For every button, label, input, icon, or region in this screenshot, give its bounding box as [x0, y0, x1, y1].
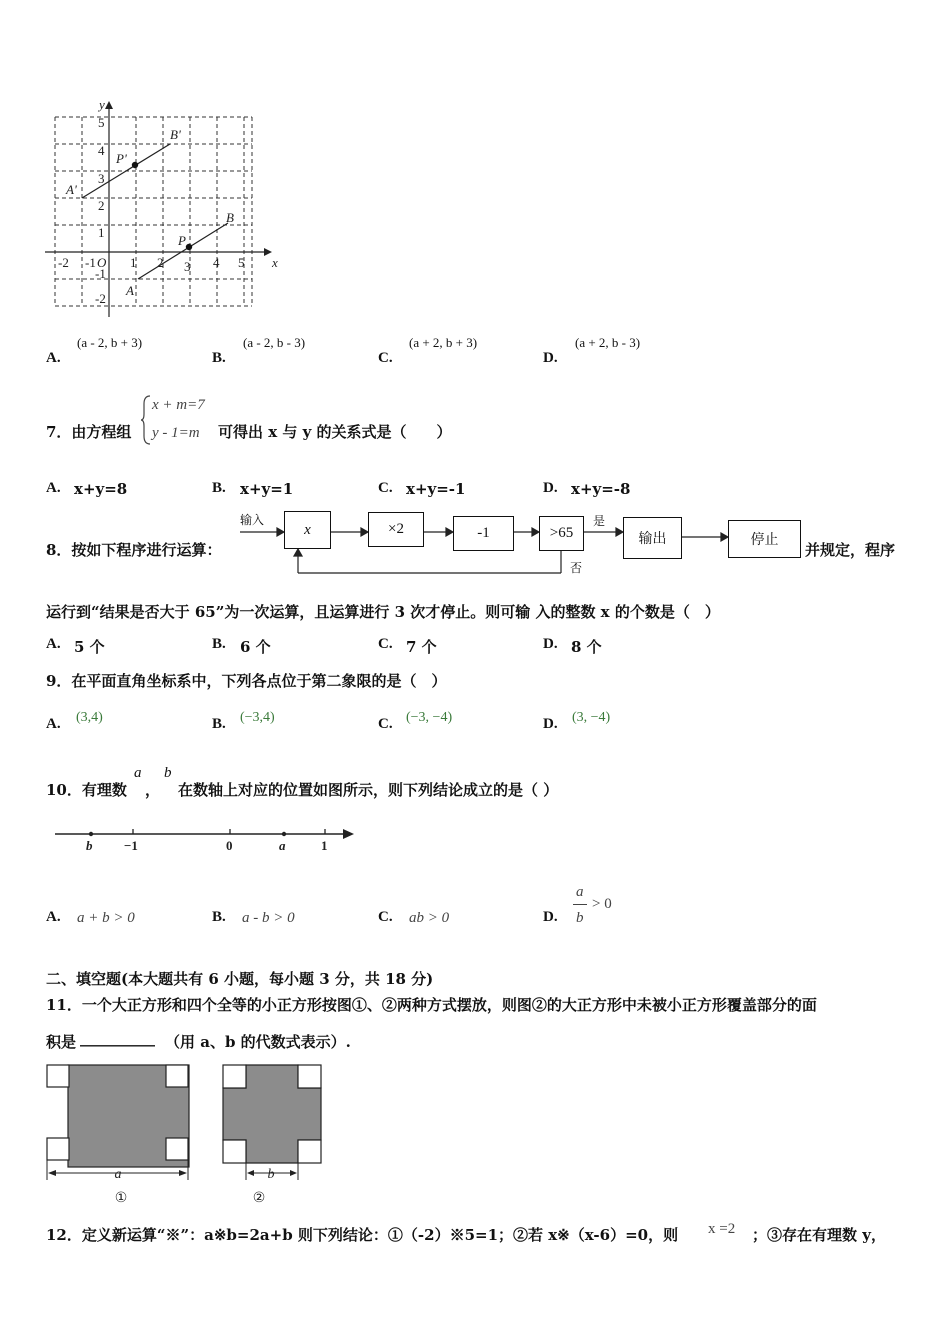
q9-option-b-letter[interactable]: B. [212, 716, 226, 732]
numberline-point-a [282, 832, 286, 836]
q8-suffix: 并规定，程序 [805, 541, 896, 559]
q10-var-a: a [134, 765, 142, 781]
q10-option-d-fraction-bar [573, 904, 587, 905]
x-tick-1: 1 [130, 255, 137, 270]
q10-number-line [50, 820, 360, 860]
numberline-label-a: a [279, 838, 286, 853]
numberline-point-b [89, 832, 93, 836]
q7-prefix: 7．由方程组 [46, 423, 132, 441]
q10-suffix: 在数轴上对应的位置如图所示，则下列结论成立的是（ ） [178, 781, 559, 799]
q6-option-b-letter[interactable]: B. [212, 350, 226, 366]
q8-no-label: 否 [570, 561, 583, 575]
q7-option-c-text: x+y=-1 [406, 480, 466, 498]
q8-box-output [623, 517, 682, 559]
y-tick-5: 5 [98, 115, 105, 130]
x-tick-3: 3 [184, 259, 191, 274]
segment-a-b [138, 223, 228, 279]
fig2-number: ② [252, 1190, 266, 1205]
q10-option-d-letter[interactable]: D. [543, 909, 558, 925]
q9-stem: 9．在平面直角坐标系中，下列各点位于第二象限的是（ ） [46, 672, 447, 690]
q6-option-c-letter[interactable]: C. [378, 350, 393, 366]
q8-option-a-text: 5 个 [74, 638, 105, 656]
y-tick-neg2: -2 [95, 291, 106, 306]
point-p [186, 244, 192, 250]
fig1-label-a: a [114, 1167, 122, 1182]
label-b-prime: B' [170, 127, 181, 142]
numberline-label-1: 1 [321, 838, 328, 853]
q10-option-d-rest: > 0 [592, 896, 612, 912]
label-p-prime: P' [116, 151, 127, 166]
fig1-number: ① [114, 1190, 128, 1205]
q7-option-d-text: x+y=-8 [571, 480, 631, 498]
q7-suffix: 可得出 x 与 y 的关系式是（ ） [218, 423, 452, 441]
q10-option-a-text: a + b > 0 [77, 910, 135, 926]
q8-box-minus1-text: -1 [477, 525, 490, 541]
q8-option-a-letter[interactable]: A. [46, 636, 61, 652]
q10-var-b: b [164, 765, 172, 781]
q6-option-c-text: (a + 2, b + 3) [409, 335, 478, 350]
x-tick-neg2: -2 [58, 255, 69, 270]
q7-option-a-letter[interactable]: A. [46, 480, 61, 496]
q8-option-d-text: 8 个 [571, 638, 602, 656]
label-b: B [226, 210, 234, 225]
q10-option-d-denominator: b [576, 910, 584, 926]
q8-box-x-text: x [304, 521, 311, 538]
x-tick-neg1: -1 [85, 255, 96, 270]
grid-lines [55, 117, 252, 306]
q8-option-d-letter[interactable]: D. [543, 636, 558, 652]
q9-option-d-letter[interactable]: D. [543, 716, 558, 732]
q8-option-c-letter[interactable]: C. [378, 636, 393, 652]
x-tick-4: 4 [213, 255, 220, 270]
q8-box-gt65-text: >65 [549, 525, 574, 541]
y-tick-2: 2 [98, 198, 105, 213]
origin-label: O [97, 255, 107, 270]
x-axis-arrow [264, 248, 272, 256]
q8-option-b-letter[interactable]: B. [212, 636, 226, 652]
q7-option-c-letter[interactable]: C. [378, 480, 393, 496]
q10-option-d-numerator: a [576, 884, 584, 900]
q11-line1: 11．一个大正方形和四个全等的小正方形按图①、②两种方式摆放，则图②的大正方形中未被小正方形覆盖部分的面 [46, 996, 817, 1014]
x-axis-label: x [272, 255, 278, 270]
q10-option-b-text: a - b > 0 [242, 910, 295, 926]
y-tick-1: 1 [98, 225, 105, 240]
y-axis-label: y [99, 97, 105, 112]
q8-line2: 运行到“结果是否大于 65”为一次运算，且运算进行 3 次才停止。则可输 入的整数 x 的个数是（ ） [46, 603, 720, 621]
q12-math: x =2 [708, 1221, 736, 1237]
q6-option-d-letter[interactable]: D. [543, 350, 558, 366]
q8-box-stop-text: 停止 [750, 532, 779, 548]
q9-option-c-text: (−3, −4) [406, 710, 453, 725]
q8-option-c-text: 7 个 [406, 638, 437, 656]
fig2-label-b: b [267, 1167, 275, 1182]
q9-option-c-letter[interactable]: C. [378, 716, 393, 732]
q8-box-gt65 [539, 516, 584, 551]
coordinate-grid-svg [40, 95, 285, 325]
q6-option-d-text: (a + 2, b - 3) [575, 335, 641, 350]
q12-text-a: 12．定义新运算“※”：a※b=2a+b 则下列结论：①（-2）※5=1；②若 x※（x-6）=0，则 [46, 1226, 679, 1244]
q8-option-b-text: 6 个 [240, 638, 271, 656]
q11-figure-1 [44, 1060, 204, 1205]
numberline-label-0: 0 [226, 838, 233, 853]
q10-option-c-text: ab > 0 [409, 910, 450, 926]
y-axis-arrow [105, 101, 113, 109]
q6-option-a-text: (a - 2, b + 3) [77, 335, 143, 350]
q9-option-b-text: (−3,4) [240, 710, 275, 725]
q7-option-b-text: x+y=1 [240, 480, 294, 498]
numberline-label-b: b [86, 838, 93, 853]
q10-prefix: 10．有理数 [46, 781, 127, 799]
q6-option-b-text: (a - 2, b - 3) [243, 335, 306, 350]
q10-separator: ， [145, 781, 161, 799]
numberline-label-neg1: −1 [124, 838, 138, 853]
q8-box-times2-text: ×2 [388, 521, 404, 537]
q6-option-a-letter[interactable]: A. [46, 350, 61, 366]
q10-option-c-letter[interactable]: C. [378, 909, 393, 925]
label-p: P [178, 233, 186, 248]
q8-box-minus1 [453, 516, 514, 551]
q7-option-d-letter[interactable]: D. [543, 480, 558, 496]
q7-option-b-letter[interactable]: B. [212, 480, 226, 496]
q9-option-d-text: (3, −4) [572, 710, 611, 725]
section-2-title: 二、填空题(本大题共有 6 小题，每小题 3 分，共 18 分) [46, 970, 434, 988]
q8-input-label: 输入 [240, 513, 265, 527]
q11-answer-blank[interactable]: __________ [80, 1029, 155, 1047]
label-a-prime: A' [66, 182, 77, 197]
q9-option-a-text: (3,4) [76, 710, 103, 725]
q12-text-b: ；③存在有理数 y， [752, 1226, 886, 1244]
label-a: A [126, 283, 134, 298]
x-tick-2: 2 [157, 255, 164, 270]
point-p-prime [132, 162, 138, 168]
q11-figure-2 [218, 1060, 328, 1205]
q8-box-x [284, 511, 331, 549]
y-tick-neg1: -1 [95, 266, 106, 281]
q7-equation-2: y - 1=m [152, 425, 200, 441]
q10-option-a-letter[interactable]: A. [46, 909, 61, 925]
y-tick-3: 3 [98, 171, 105, 186]
q8-box-output-text: 输出 [638, 531, 667, 547]
q7-equation-1: x + m=7 [152, 397, 205, 413]
x-tick-5: 5 [238, 255, 245, 270]
q8-box-stop [728, 520, 801, 558]
q11-line2-prefix: 积是 [46, 1033, 77, 1051]
q7-brace [140, 394, 152, 446]
q11-line2-suffix: （用 a、b 的代数式表示）. [165, 1033, 351, 1051]
q8-prefix: 8．按如下程序进行运算： [46, 541, 222, 559]
q8-yes-label: 是 [593, 514, 606, 528]
q8-box-times2 [368, 512, 424, 547]
q9-option-a-letter[interactable]: A. [46, 716, 61, 732]
q7-option-a-text: x+y=8 [74, 480, 128, 498]
y-tick-4: 4 [98, 143, 105, 158]
q10-option-b-letter[interactable]: B. [212, 909, 226, 925]
